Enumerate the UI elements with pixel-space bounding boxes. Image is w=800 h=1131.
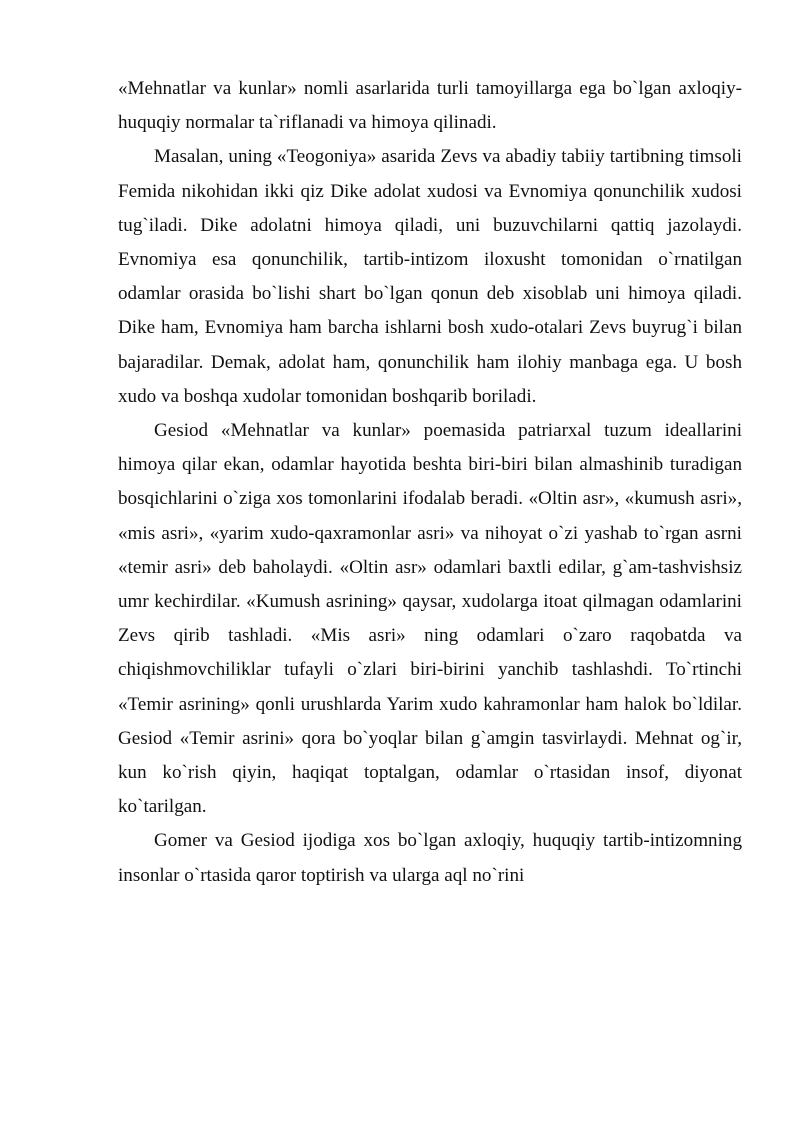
paragraph-continuation: «Mehnatlar va kunlar» nomli asarlarida turli tamoyillarga ega bo`lgan axloqiy-huquqiy normalar ta`riflanadi va himoya qilinadi. — [118, 78, 742, 134]
paragraph-gomer-gesiod: Gomer va Gesiod ijodiga xos bo`lgan axloqiy, huquqiy tartib-intizomning insonlar o`rtasida qaror toptirish va ularga aql no`rini — [118, 830, 742, 886]
paragraph-teogoniya: Masalan, uning «Teogoniya» asarida Zevs va abadiy tabiiy tartibning timsoli Femida nikohidan ikki qiz Dike adolat xudosi va Evnomiya qonunchilik xudosi tug`iladi. Dike adolatni himoya qiladi, uni buzuvchilarni qattiq jazolaydi. Evnomiya esa qonunchilik, tartib-intizom iloxusht tomonidan o`rnatilgan odamlar orasida bo`lishi shart bo`lgan qonun deb xisoblab uni himoya qiladi. Dike ham, Evnomiya ham barcha ishlarni bosh xudo-otalari Zevs buyrug`i bilan bajaradilar. Demak, adolat ham, qonunchilik ham ilohiy manbaga ega. U bosh xudo va boshqa xudolar tomonidan boshqarib boriladi. — [118, 146, 742, 407]
document-page — [118, 72, 742, 893]
paragraph-gesiod-ages: Gesiod «Mehnatlar va kunlar» poemasida patriarxal tuzum ideallarini himoya qilar ekan, odamlar hayotida beshta biri-biri bilan almashinib turadigan bosqichlarini o`ziga xos tomonlarini ifodalab beradi. «Oltin asr», «kumush asri», «mis asri», «yarim xudo-qaxramonlar asri» va nihoyat o`zi yashab to`rgan asrni «temir asri» deb baholaydi. «Oltin asr» odamlari baxtli edilar, g`am-tashvishsiz umr kechirdilar. «Kumush asrining» qaysar, xudolarga itoat qilmagan odamlarini Zevs qirib tashladi. «Mis asri» ning odamlari o`zaro raqobatda va chiqishmovchiliklar tufayli o`zlari biri-birini yanchib tashlashdi. To`rtinchi «Temir asrining» qonli urushlarda Yarim xudo kahramonlar ham halok bo`ldilar. Gesiod «Temir asrini» qora bo`yoqlar bilan g`amgin tasvirlaydi. Mehnat og`ir, kun ko`rish qiyin, haqiqat toptalgan, odamlar o`rtasidan insof, diyonat ko`tarilgan. — [118, 420, 742, 818]
